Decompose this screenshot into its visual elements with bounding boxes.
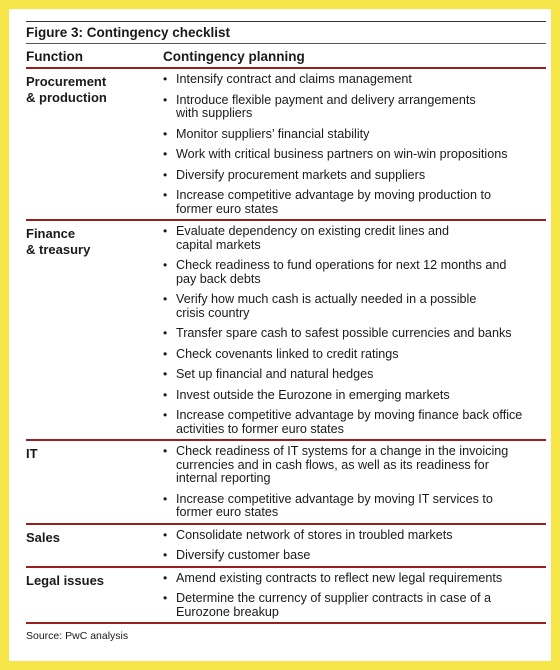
bullet-icon: • <box>163 408 168 422</box>
bullet-icon: • <box>163 72 168 86</box>
list-item-text: Evaluate dependency on existing credit lines and capital markets <box>176 224 450 252</box>
list-item-text: Check covenants linked to credit ratings <box>176 346 399 361</box>
table-row <box>26 69 546 221</box>
bullet-icon: • <box>163 292 168 306</box>
function-label: IT <box>26 446 38 461</box>
list-item <box>163 128 546 142</box>
planning-list <box>163 73 546 217</box>
list-item-text: Set up financial and natural hedges <box>176 367 374 381</box>
bullet-icon: • <box>163 527 168 542</box>
list-item-text: Diversify customer base <box>176 548 311 562</box>
list-item-text: Monitor suppliers’ financial stability <box>176 126 370 141</box>
header-planning: Contingency planning <box>163 49 305 64</box>
list-item <box>163 293 546 320</box>
list-item <box>163 445 546 486</box>
checklist-table <box>26 69 546 624</box>
planning-list <box>163 529 546 564</box>
planning-list <box>163 572 546 621</box>
list-item-text: Intensify contract and claims management <box>176 72 412 86</box>
table-row <box>26 441 546 525</box>
list-item-text: Increase competitive advantage by moving production to former euro states <box>176 188 492 216</box>
function-label: Legal issues <box>26 572 105 588</box>
list-item <box>163 148 546 162</box>
figure-title: Figure 3: Contingency checklist <box>26 21 546 44</box>
bullet-icon: • <box>163 591 168 605</box>
bullet-icon: • <box>163 92 168 107</box>
list-item <box>163 94 546 121</box>
bullet-icon: • <box>163 570 168 585</box>
bullet-icon: • <box>163 548 168 562</box>
figure <box>26 21 546 643</box>
bullet-icon: • <box>163 188 168 202</box>
list-item <box>163 409 546 436</box>
list-item <box>163 549 546 563</box>
list-item-text: Determine the currency of supplier contracts in case of a Eurozone breakup <box>176 591 491 619</box>
table-row <box>26 221 546 441</box>
list-item <box>163 493 546 520</box>
list-item-text: Transfer spare cash to safest possible currencies and banks <box>176 326 512 340</box>
list-item-text: Check readiness to fund operations for next 12 months and pay back debts <box>176 258 507 286</box>
bullet-icon: • <box>163 491 168 506</box>
list-item <box>163 327 546 341</box>
function-label: Sales <box>26 529 60 545</box>
table-row <box>26 525 546 568</box>
source-note: Source: PwC analysis <box>26 630 129 642</box>
list-item <box>163 572 546 586</box>
bullet-icon: • <box>163 387 168 402</box>
list-item-text: Increase competitive advantage by moving finance back office activities to former euro states <box>176 408 523 436</box>
bullet-icon: • <box>163 367 168 381</box>
planning-list <box>163 445 546 521</box>
list-item <box>163 368 546 382</box>
document-frame <box>9 9 551 661</box>
table-header <box>26 44 546 69</box>
list-item-text: Amend existing contracts to reflect new legal requirements <box>176 570 503 585</box>
list-item-text: Verify how much cash is actually needed in a possible crisis country <box>176 292 477 320</box>
list-item-text: Introduce flexible payment and delivery arrangements with suppliers <box>176 92 476 120</box>
bullet-icon: • <box>163 126 168 141</box>
list-item <box>163 389 546 403</box>
table-row <box>26 568 546 625</box>
bullet-icon: • <box>163 147 168 161</box>
list-item <box>163 592 546 619</box>
bullet-icon: • <box>163 258 168 272</box>
list-item <box>163 529 546 543</box>
list-item <box>163 189 546 216</box>
list-item-text: Work with critical business partners on win-win propositions <box>176 147 508 161</box>
bullet-icon: • <box>163 224 168 238</box>
bullet-icon: • <box>163 167 168 182</box>
list-item <box>163 169 546 183</box>
list-item <box>163 73 546 87</box>
bullet-icon: • <box>163 346 168 361</box>
list-item-text: Consolidate network of stores in troubled markets <box>176 527 453 542</box>
list-item-text: Increase competitive advantage by moving IT services to former euro states <box>176 491 493 519</box>
planning-list <box>163 225 546 437</box>
list-item-text: Check readiness of IT systems for a change in the invoicing currencies and in cash flows, as well as its readiness for internal reporting <box>176 444 509 485</box>
list-item-text: Invest outside the Eurozone in emerging markets <box>176 387 450 402</box>
bullet-icon: • <box>163 326 168 340</box>
list-item <box>163 259 546 286</box>
list-item-text: Diversify procurement markets and suppliers <box>176 167 426 182</box>
function-label: Procurement & production <box>26 74 107 105</box>
function-label: Finance & treasury <box>26 226 91 257</box>
header-function: Function <box>26 49 83 64</box>
list-item <box>163 348 546 362</box>
bullet-icon: • <box>163 444 168 458</box>
list-item <box>163 225 546 252</box>
